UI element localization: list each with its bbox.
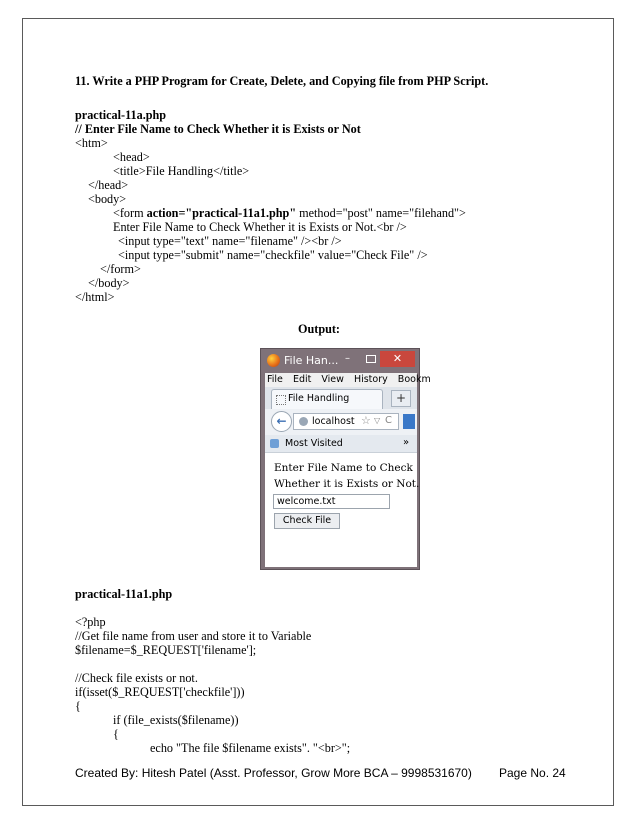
- file2-name: practical-11a1.php: [75, 587, 173, 601]
- code-line: <input type="submit" name="checkfile" value="Check File" />: [118, 248, 428, 262]
- output-label: Output:: [298, 322, 340, 336]
- menu-edit[interactable]: Edit: [292, 374, 312, 385]
- code-line: $filename=$_REQUEST['filename'];: [75, 643, 257, 657]
- menu-file[interactable]: File: [267, 374, 283, 385]
- page-icon: [276, 395, 286, 405]
- minimize-icon[interactable]: –: [345, 353, 350, 364]
- menu-bar: [265, 373, 431, 387]
- bookmark-icon: [270, 439, 279, 448]
- footer-credit: Created By: Hitesh Patel (Asst. Professor, Grow More BCA – 9998531670): [75, 766, 472, 780]
- code-line: Enter File Name to Check Whether it is Exists or Not.<br />: [113, 220, 407, 234]
- code-line: //Get file name from user and store it to Variable: [75, 629, 312, 643]
- new-tab-button[interactable]: +: [391, 390, 411, 407]
- url-text: localhost: [312, 416, 355, 427]
- filename-input[interactable]: welcome.txt: [273, 494, 390, 509]
- question-heading: 11. Write a PHP Program for Create, Delete, and Copying file from PHP Script.: [75, 74, 489, 88]
- code-line: <title>File Handling</title>: [113, 164, 250, 178]
- reload-icon[interactable]: C: [385, 415, 392, 426]
- close-icon[interactable]: ✕: [380, 351, 415, 367]
- dropdown-icon[interactable]: ▽: [374, 416, 381, 425]
- code-line: </html>: [75, 290, 115, 304]
- code-fragment: <form: [113, 206, 147, 220]
- code-line: {: [113, 727, 119, 741]
- code-line: </form>: [100, 262, 141, 276]
- star-icon[interactable]: ☆: [361, 414, 371, 427]
- code-line: //Check file exists or not.: [75, 671, 198, 685]
- page-number: Page No. 24: [499, 766, 566, 780]
- code-line: </body>: [88, 276, 130, 290]
- menu-view[interactable]: View: [321, 374, 344, 385]
- menu-history[interactable]: History: [353, 374, 388, 385]
- browser-screenshot: [260, 348, 431, 570]
- code-line: <input type="text" name="filename" /><br />: [118, 234, 342, 248]
- file1-comment: // Enter File Name to Check Whether it is Exists or Not: [75, 122, 361, 136]
- prompt-text: Whether it is Exists or Not.: [274, 478, 420, 490]
- code-line: {: [75, 699, 81, 713]
- file1-name: practical-11a.php: [75, 108, 167, 122]
- code-line: if(isset($_REQUEST['checkfile'])): [75, 685, 245, 699]
- firefox-icon: [267, 354, 280, 367]
- code-fragment: method="post" name="filehand">: [296, 206, 466, 220]
- back-button[interactable]: ←: [271, 411, 292, 432]
- nav-bar: [265, 409, 417, 435]
- code-line: <head>: [113, 150, 150, 164]
- code-line: if (file_exists($filename)): [113, 713, 239, 727]
- code-line: [113, 206, 466, 220]
- url-bar[interactable]: [293, 413, 399, 430]
- check-file-button[interactable]: Check File: [274, 513, 340, 529]
- code-line: </head>: [88, 178, 129, 192]
- globe-icon: [299, 417, 308, 426]
- page-content: [265, 453, 420, 567]
- maximize-icon[interactable]: [366, 355, 376, 363]
- code-line: echo "The file $filename exists". "<br>";: [150, 741, 351, 755]
- titlebar: [261, 349, 421, 373]
- window-title: File Han...: [284, 354, 339, 367]
- code-line: <htm>: [75, 136, 108, 150]
- prompt-text: Enter File Name to Check: [274, 462, 413, 474]
- code-fragment-bold: action="practical-11a1.php": [146, 206, 297, 220]
- search-engine-icon[interactable]: [403, 414, 415, 429]
- tab-file-handling[interactable]: [271, 389, 383, 409]
- tab-label: File Handling: [288, 393, 350, 404]
- chevron-more-icon[interactable]: »: [403, 437, 410, 448]
- menu-bookmarks[interactable]: Bookm: [397, 374, 431, 385]
- most-visited-link[interactable]: Most Visited: [285, 438, 343, 449]
- bookmarks-bar: [265, 435, 417, 453]
- code-line: <body>: [88, 192, 127, 206]
- code-line: <?php: [75, 615, 106, 629]
- tab-bar: [265, 387, 417, 409]
